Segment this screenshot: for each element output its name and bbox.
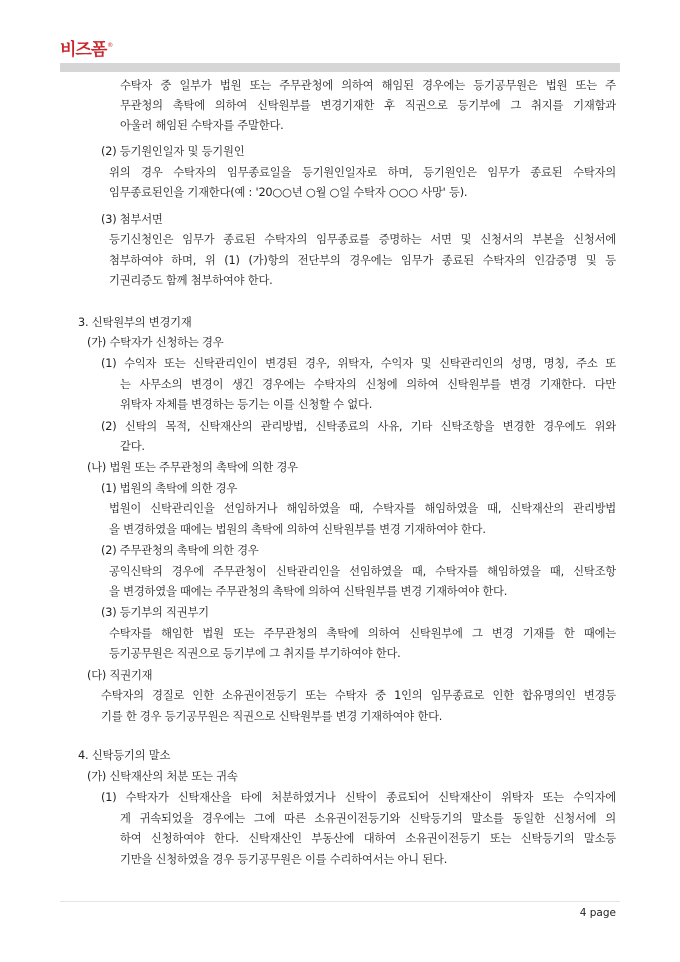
body-line: 등기신청인은 임무가 종료된 수탁자의 임무종료를 증명하는 서면 및 신청서의 부본을 신청서에 [109, 233, 616, 246]
subsection-heading: (가) 신탁재산의 처분 또는 귀속 [87, 770, 238, 783]
body-line: 는 사무소의 변경이 생긴 경우에는 수탁자의 신청에 의하여 신탁원부를 변경 기재한다. 다만 [120, 378, 616, 391]
body-line: 수탁자 중 일부가 법원 또는 주무관청에 의하여 해임된 경우에는 등기공무원은 법원 또는 주 [120, 79, 616, 92]
body-line: 기를 한 경우 등기공무원은 직권으로 신탁원부를 변경 기재하여야 한다. [101, 710, 443, 723]
body-line: (1) 법원의 촉탁에 의한 경우 [101, 482, 238, 495]
body-line: 등기공무원은 직권으로 등기부에 그 취지를 부기하여야 한다. [109, 647, 401, 660]
body-line: 수탁자를 해임한 법원 또는 주무관청의 촉탁에 의하여 신탁원부에 그 변경 기재를 한 때에는 [109, 627, 616, 640]
body-line: (3) 등기부의 직권부기 [101, 606, 209, 619]
logo-registered-mark: ® [107, 42, 114, 49]
subsection-heading: (가) 수탁자가 신청하는 경우 [87, 336, 224, 349]
page-number: 4 page [579, 907, 616, 919]
body-line: 위의 경우 수탁자의 임무종료일을 등기원인일자로 하며, 등기원인은 임무가 종료된 수탁자의 [109, 166, 616, 179]
body-line: 무관청의 촉탁에 의하여 신탁원부를 변경기재한 후 직권으로 등기부에 그 취지를 기재함과 [120, 99, 616, 112]
body-line: (2) 등기원인일자 및 등기원인 [101, 145, 245, 158]
body-line: 임무종료된인을 기재한다(예 : '20○○년 ○월 ○일 수탁자 ○○○ 사망' 등). [109, 186, 468, 199]
body-line: (2) 신탁의 목적, 신탁재산의 관리방법, 신탁종료의 사유, 기타 신탁조항을 변경한 경우에도 위와 [101, 420, 616, 433]
body-line: 공익신탁의 경우에 주무관청이 신탁관리인을 선임하였을 때, 수탁자를 해임하였을 때, 신탁조항 [109, 565, 616, 578]
body-line: 위탁자 자체를 변경하는 등기는 이를 신청할 수 없다. [120, 398, 373, 411]
body-line: (3) 첨부서면 [101, 213, 163, 226]
body-line: 기만을 신청하였을 경우 등기공무원은 이를 수리하여서는 아니 된다. [120, 853, 448, 866]
subsection-heading: (나) 법원 또는 주무관청의 촉탁에 의한 경우 [87, 461, 298, 474]
body-line: (1) 수익자 또는 신탁관리인이 변경된 경우, 위탁자, 수익자 및 신탁관리인의 성명, 명칭, 주소 또 [101, 357, 616, 370]
body-line: 아울러 해임된 수탁자를 주말한다. [120, 119, 284, 132]
subsection-heading: (다) 직권기재 [87, 669, 153, 682]
body-line: 을 변경하였을 때에는 주무관청의 촉탁에 의하여 신탁원부를 변경 기재하여야 한다. [109, 585, 508, 598]
body-line: 첨부하여야 하며, 위 (1) (가)항의 전단부의 경우에는 임무가 종료된 수탁자의 인감증명 및 등 [109, 254, 616, 267]
body-line: 하여 신청하여야 한다. 신탁재산인 부동산에 대하여 소유권이전등기 또는 신탁등기의 말소등 [120, 832, 616, 845]
body-line: (1) 수탁자가 신탁재산을 타에 처분하였거나 신탁이 종료되어 신탁재산이 위탁자 또는 수익자에 [101, 791, 616, 804]
body-line: 기권리증도 함께 첨부하여야 한다. [109, 274, 273, 287]
section-heading: 3. 신탁원부의 변경기재 [78, 316, 192, 329]
body-line: 수탁자의 경질로 인한 소유권이전등기 또는 수탁자 중 1인의 임무종료로 인한 합유명의인 변경등 [101, 689, 616, 702]
body-line: 을 변경하였을 때에는 법원의 촉탁에 의하여 신탁원부를 변경 기재하여야 한다. [109, 523, 486, 536]
body-line: (2) 주무관청의 촉탁에 의한 경우 [101, 544, 259, 557]
logo-text: 비즈폼 [60, 40, 107, 60]
body-line: 법원이 신탁관리인을 선임하거나 해임하였을 때, 수탁자를 해임하였을 때, 신탁재산의 관리방법 [109, 502, 616, 515]
body-line: 같다. [120, 440, 145, 453]
body-line: 게 귀속되었을 경우에는 그에 따른 소유권이전등기와 신탁등기의 말소를 동일한 신청서에 의 [120, 812, 616, 825]
footer-divider [60, 901, 620, 902]
section-heading: 4. 신탁등기의 말소 [78, 749, 171, 762]
